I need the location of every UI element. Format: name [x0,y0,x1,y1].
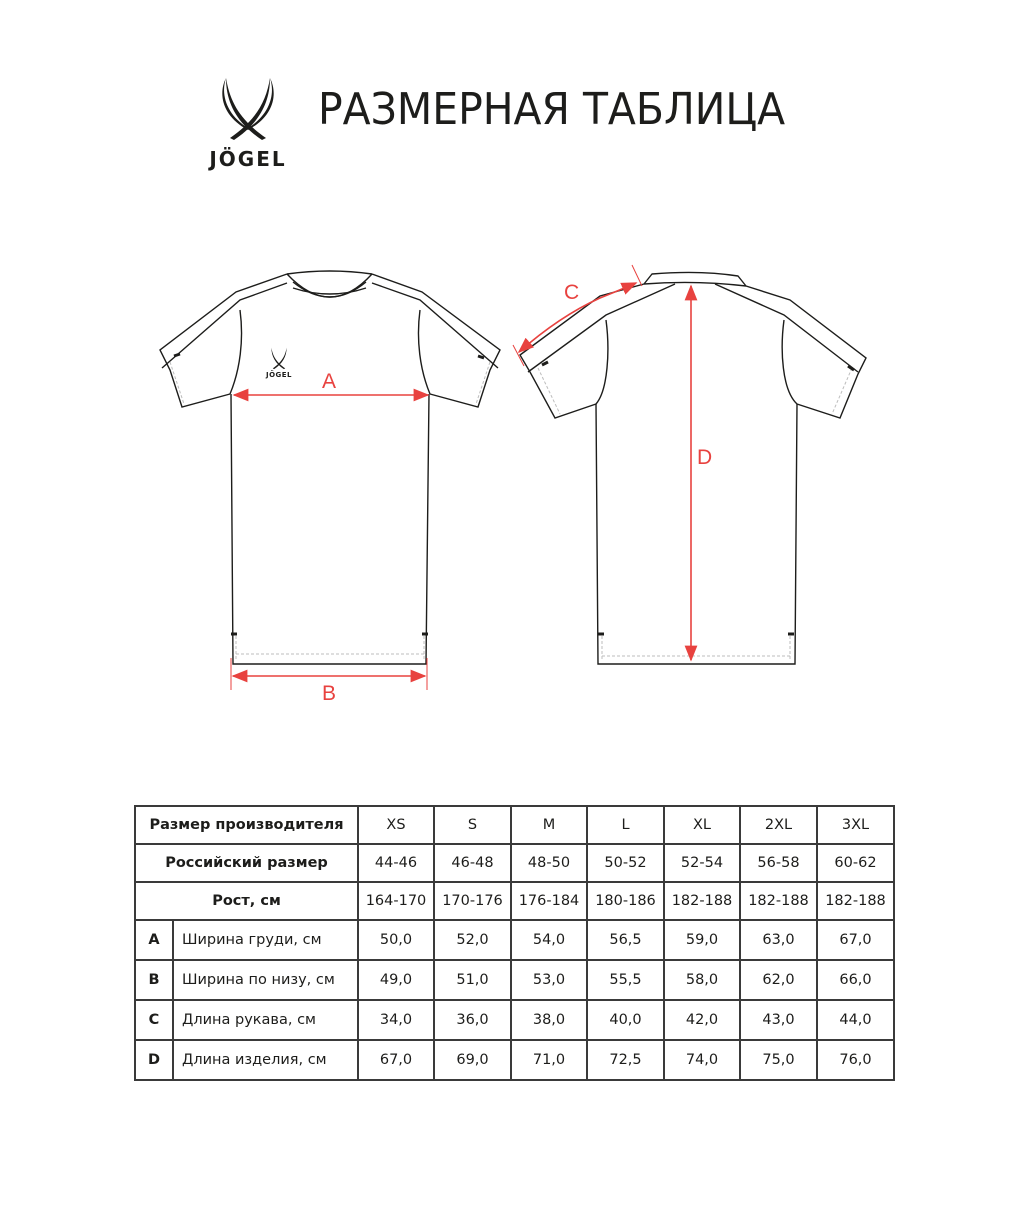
table-cell: 43,0 [740,1000,817,1040]
size-header: XL [664,806,740,844]
measure-letter: C [135,1000,173,1040]
table-cell: 51,0 [434,960,511,1000]
front-logo-wordmark: JÖGEL [265,371,293,379]
table-cell: 38,0 [511,1000,587,1040]
measure-label: Ширина груди, см [173,920,358,960]
table-cell: 56,5 [587,920,664,960]
measure-label-a: A [322,370,337,393]
table-row-measure-a [135,920,894,960]
measure-letter: B [135,960,173,1000]
table-row-manufacturer-size [135,806,894,844]
measure-letter: D [135,1040,173,1080]
table-row-measure-b [135,960,894,1000]
measure-label-d: D [697,446,713,469]
table-row-russian-size [135,844,894,882]
size-header: L [587,806,664,844]
table-row-measure-c [135,1000,894,1040]
table-cell: 71,0 [511,1040,587,1080]
table-cell: 44-46 [358,844,434,882]
size-header: 2XL [740,806,817,844]
table-cell: 52,0 [434,920,511,960]
table-cell: 40,0 [587,1000,664,1040]
measure-label-c: C [564,281,580,304]
measure-label: Длина изделия, см [173,1040,358,1080]
size-header: XS [358,806,434,844]
measure-letter: A [135,920,173,960]
table-cell: 50,0 [358,920,434,960]
table-cell: 53,0 [511,960,587,1000]
measure-label: Ширина по низу, см [173,960,358,1000]
table-cell: 72,5 [587,1040,664,1080]
table-cell: 62,0 [740,960,817,1000]
table-cell: 46-48 [434,844,511,882]
front-chest-logo [261,345,297,385]
table-cell: 164-170 [358,882,434,920]
jogel-emblem-small-icon [261,345,297,371]
table-cell: 52-54 [664,844,740,882]
table-cell: 48-50 [511,844,587,882]
size-table [134,805,895,1081]
table-cell: 44,0 [817,1000,894,1040]
table-cell: 170-176 [434,882,511,920]
table-cell: 74,0 [664,1040,740,1080]
table-cell: 69,0 [434,1040,511,1080]
size-header: M [511,806,587,844]
table-cell: 75,0 [740,1040,817,1080]
jogel-emblem-icon [196,72,300,144]
table-cell: 34,0 [358,1000,434,1040]
table-cell: 63,0 [740,920,817,960]
brand-wordmark: JÖGEL [209,147,287,171]
table-row-measure-d [135,1040,894,1080]
size-header: S [434,806,511,844]
table-cell: 42,0 [664,1000,740,1040]
table-row-height [135,882,894,920]
table-cell: 67,0 [817,920,894,960]
page-title: РАЗМЕРНАЯ ТАБЛИЦА [318,84,786,135]
table-cell: 56-58 [740,844,817,882]
row-label: Размер производителя [135,806,358,844]
table-cell: 182-188 [817,882,894,920]
measure-label-b: B [322,682,337,705]
measure-label: Длина рукава, см [173,1000,358,1040]
table-cell: 176-184 [511,882,587,920]
table-cell: 59,0 [664,920,740,960]
size-header: 3XL [817,806,894,844]
table-cell: 66,0 [817,960,894,1000]
table-cell: 54,0 [511,920,587,960]
table-cell: 49,0 [358,960,434,1000]
table-cell: 55,5 [587,960,664,1000]
table-cell: 67,0 [358,1040,434,1080]
table-cell: 36,0 [434,1000,511,1040]
table-cell: 58,0 [664,960,740,1000]
row-label: Рост, см [135,882,358,920]
table-cell: 180-186 [587,882,664,920]
table-cell: 76,0 [817,1040,894,1080]
table-cell: 50-52 [587,844,664,882]
table-cell: 182-188 [664,882,740,920]
brand-logo [196,72,300,176]
table-cell: 60-62 [817,844,894,882]
table-cell: 182-188 [740,882,817,920]
row-label: Российский размер [135,844,358,882]
